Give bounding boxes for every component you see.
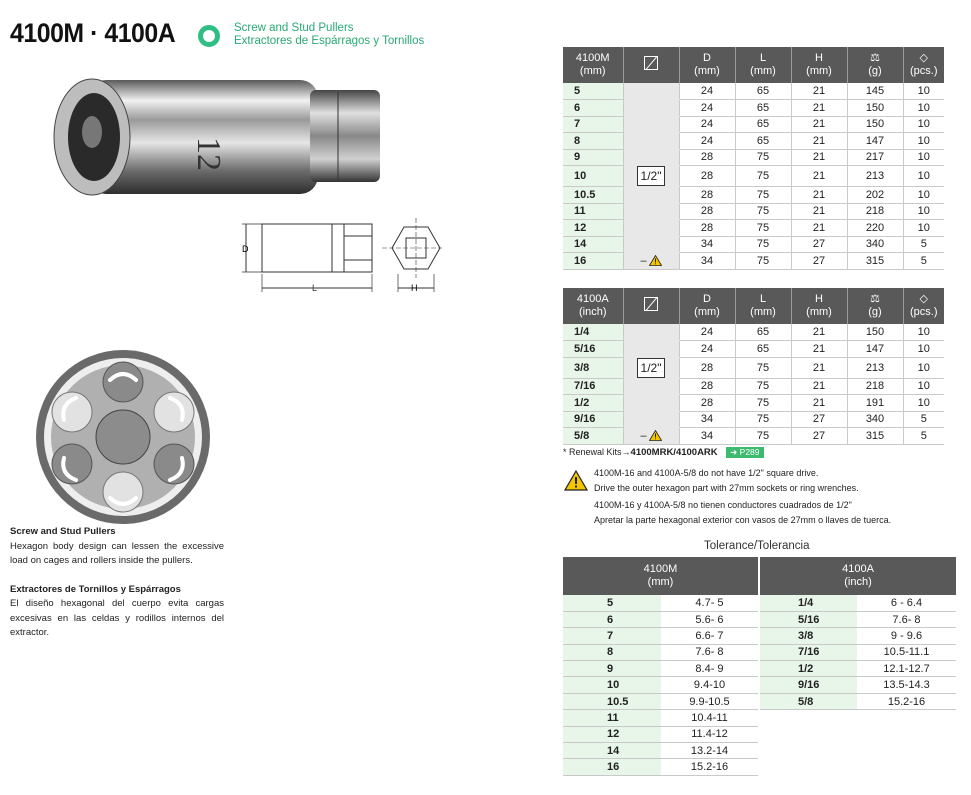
tol-m-size: 16	[563, 759, 661, 775]
spec-table-4100m	[563, 47, 944, 270]
tolerance-row	[563, 595, 956, 611]
warning-es-1: 4100M-16 y 4100A-5/8 no tienen conductores cuadrados de 1/2"	[594, 500, 852, 510]
tol-m-size: 10.5	[563, 693, 661, 709]
table-row	[563, 411, 944, 428]
cell-d: 28	[679, 378, 735, 395]
header-d-line: (mm)	[694, 65, 720, 77]
cell-pack: 10	[903, 100, 944, 117]
tolerance-header-a-line: 4100A	[842, 563, 874, 575]
table-row	[563, 341, 944, 358]
header-size-line: (mm)	[579, 65, 606, 77]
cell-h: 21	[791, 203, 847, 220]
header-l	[735, 288, 791, 324]
cell-weight: 150	[847, 324, 903, 341]
cell-drive	[623, 395, 679, 412]
tolerance-row	[563, 677, 956, 693]
table-row	[563, 149, 944, 166]
no-drive-dash: –	[640, 429, 647, 442]
tol-m-size: 6	[563, 611, 661, 627]
header-weight-unit: (g)	[868, 65, 882, 77]
warning-en	[594, 466, 859, 496]
cell-pack: 10	[903, 324, 944, 341]
warning-es-2: Apretar la parte hexagonal exterior con vasos de 27mm o llaves de tuerca.	[594, 515, 892, 525]
warning-mini-icon	[649, 430, 662, 441]
tolerance-row	[563, 644, 956, 660]
tolerance-header-m	[563, 557, 759, 595]
tol-a-range: 13.5-14.3	[857, 677, 956, 693]
tol-m-size: 5	[563, 595, 661, 611]
header-size-line: 4100M	[575, 52, 610, 64]
cell-weight: 191	[847, 395, 903, 412]
page-ref-link[interactable]: ➜ P289	[726, 447, 763, 458]
drive-size-box: 1/2"	[637, 166, 666, 186]
tol-m-size: 11	[563, 710, 661, 726]
cell-size: 7	[563, 116, 623, 133]
tolerance-row	[563, 759, 956, 775]
cell-size: 1/2	[563, 395, 623, 412]
desc-en-title: Screw and Stud Pullers	[10, 526, 116, 537]
cell-pack: 5	[903, 428, 944, 445]
cell-drive	[623, 411, 679, 428]
table-row	[563, 166, 944, 187]
cell-h: 21	[791, 187, 847, 204]
cell-d: 28	[679, 187, 735, 204]
dim-d-label: D	[242, 244, 249, 254]
header-size-line: 4100A	[576, 293, 609, 305]
cell-weight: 315	[847, 253, 903, 270]
cell-weight: 150	[847, 100, 903, 117]
cell-size: 11	[563, 203, 623, 220]
table-row	[563, 83, 944, 100]
table-header-row	[563, 47, 944, 83]
cell-drive	[623, 428, 679, 445]
tolerance-header-m-line: 4100M	[643, 563, 678, 575]
tol-m-range: 15.2-16	[661, 759, 759, 775]
tolerance-header-a-line: (inch)	[844, 576, 872, 588]
header-d	[679, 288, 735, 324]
cell-size: 10.5	[563, 187, 623, 204]
tol-empty	[759, 743, 857, 759]
page-ref-label: P289	[739, 447, 760, 457]
header-d-line: D	[703, 293, 711, 305]
no-drive-dash: –	[640, 254, 647, 267]
cell-l: 75	[735, 187, 791, 204]
header-l-line: (mm)	[750, 65, 776, 77]
category-ring-icon	[198, 25, 220, 47]
cell-weight: 218	[847, 378, 903, 395]
cell-pack: 5	[903, 411, 944, 428]
cell-size: 8	[563, 133, 623, 150]
cell-drive	[623, 133, 679, 150]
cell-d: 34	[679, 253, 735, 270]
cell-h: 21	[791, 166, 847, 187]
table-row	[563, 187, 944, 204]
desc-es-text: El diseño hexagonal del cuerpo evita cargas excesivas en las celdas y rodillos internos del extractor.	[10, 598, 224, 638]
cell-drive	[623, 83, 679, 100]
tolerance-row	[563, 743, 956, 759]
tol-m-range: 8.4- 9	[661, 661, 759, 677]
tol-a-range: 12.1-12.7	[857, 661, 956, 677]
cell-drive	[623, 100, 679, 117]
renewal-kits-note	[563, 447, 764, 458]
cell-h: 21	[791, 395, 847, 412]
weight-icon: ⚖	[870, 52, 880, 64]
table-row	[563, 428, 944, 445]
cell-l: 75	[735, 236, 791, 253]
drive-size-box: 1/2"	[637, 358, 666, 378]
tolerance-title: Tolerance/Tolerancia	[704, 540, 810, 552]
cell-l: 75	[735, 203, 791, 220]
cell-l: 65	[735, 341, 791, 358]
cell-h: 21	[791, 324, 847, 341]
cell-weight: 147	[847, 133, 903, 150]
cell-weight: 220	[847, 220, 903, 237]
tol-m-range: 10.4-11	[661, 710, 759, 726]
cell-size: 14	[563, 236, 623, 253]
cell-l: 75	[735, 357, 791, 378]
cell-h: 21	[791, 341, 847, 358]
cell-drive	[623, 166, 679, 187]
cell-d: 34	[679, 411, 735, 428]
description-block	[10, 525, 224, 641]
pack-icon: ◇	[919, 293, 928, 305]
table-header-row	[563, 288, 944, 324]
cell-weight: 315	[847, 428, 903, 445]
cell-drive	[623, 357, 679, 378]
desc-en-text: Hexagon body design can lessen the excessive load on cages and rollers inside the pullers.	[10, 540, 224, 566]
cell-l: 75	[735, 428, 791, 445]
cell-d: 24	[679, 116, 735, 133]
spec-table-4100a	[563, 288, 944, 445]
header-size-line: (inch)	[578, 306, 607, 318]
cell-pack: 10	[903, 395, 944, 412]
tol-m-range: 7.6- 8	[661, 644, 759, 660]
header-h-line: H	[815, 293, 823, 305]
header-pack	[903, 47, 944, 83]
cell-h: 21	[791, 133, 847, 150]
cell-weight: 147	[847, 341, 903, 358]
cell-weight: 218	[847, 203, 903, 220]
dimension-drawing	[232, 210, 442, 295]
cell-h: 27	[791, 253, 847, 270]
tol-a-size: 3/8	[759, 628, 857, 644]
cell-drive	[623, 324, 679, 341]
header-l	[735, 47, 791, 83]
header-d	[679, 47, 735, 83]
cell-pack: 10	[903, 116, 944, 133]
cell-l: 65	[735, 133, 791, 150]
table-row	[563, 236, 944, 253]
header-h-line: (mm)	[806, 306, 832, 318]
tolerance-row	[563, 693, 956, 709]
cell-size: 5/16	[563, 341, 623, 358]
cell-d: 24	[679, 341, 735, 358]
cell-d: 24	[679, 324, 735, 341]
header-h-line: H	[815, 52, 823, 64]
square-drive-icon	[644, 56, 658, 70]
tolerance-header-row	[563, 557, 956, 595]
renew-kits: 4100MRK/4100ARK	[630, 447, 718, 458]
tol-a-range: 9 - 9.6	[857, 628, 956, 644]
dim-h-label: H	[411, 283, 418, 293]
cell-l: 75	[735, 220, 791, 237]
cell-l: 75	[735, 395, 791, 412]
cell-size: 6	[563, 100, 623, 117]
tol-a-size: 1/2	[759, 661, 857, 677]
cell-drive	[623, 378, 679, 395]
table-row	[563, 220, 944, 237]
warning-icon	[564, 470, 588, 491]
cell-pack: 5	[903, 253, 944, 270]
header-size	[563, 288, 623, 324]
cell-size: 9/16	[563, 411, 623, 428]
tol-a-size: 5/8	[759, 693, 857, 709]
header-size	[563, 47, 623, 83]
tol-m-range: 13.2-14	[661, 743, 759, 759]
cell-d: 34	[679, 428, 735, 445]
tolerance-row	[563, 661, 956, 677]
cell-weight: 340	[847, 411, 903, 428]
subtitle	[234, 22, 424, 48]
header-h-line: (mm)	[806, 65, 832, 77]
header-weight	[847, 47, 903, 83]
tol-m-size: 7	[563, 628, 661, 644]
cell-weight: 145	[847, 83, 903, 100]
dim-l-label: L	[312, 283, 318, 293]
cell-drive	[623, 236, 679, 253]
tol-m-range: 4.7- 5	[661, 595, 759, 611]
tol-m-size: 12	[563, 726, 661, 742]
cell-weight: 202	[847, 187, 903, 204]
tol-a-size: 7/16	[759, 644, 857, 660]
cell-size: 5	[563, 83, 623, 100]
cell-pack: 10	[903, 203, 944, 220]
tol-a-range: 7.6- 8	[857, 611, 956, 627]
cell-pack: 10	[903, 149, 944, 166]
table-row	[563, 395, 944, 412]
subtitle-es: Extractores de Espárragos y Tornillos	[234, 35, 425, 47]
cell-l: 75	[735, 149, 791, 166]
cell-l: 75	[735, 253, 791, 270]
tol-empty	[857, 759, 956, 775]
cell-size: 3/8	[563, 357, 623, 378]
header-weight-unit: (g)	[868, 306, 882, 318]
cell-pack: 10	[903, 83, 944, 100]
pack-icon: ◇	[919, 52, 928, 64]
desc-es-title: Extractores de Tornillos y Espárragos	[10, 583, 181, 595]
header-weight	[847, 288, 903, 324]
tolerance-header-m-line: (mm)	[647, 576, 674, 588]
cell-h: 21	[791, 83, 847, 100]
cell-pack: 10	[903, 378, 944, 395]
cell-size: 9	[563, 149, 623, 166]
page-title: 4100M · 4100A	[10, 18, 176, 48]
table-row	[563, 378, 944, 395]
cell-pack: 10	[903, 220, 944, 237]
cell-pack: 5	[903, 236, 944, 253]
cell-weight: 340	[847, 236, 903, 253]
table-row	[563, 116, 944, 133]
weight-icon: ⚖	[870, 293, 880, 305]
tol-empty	[857, 726, 956, 742]
warning-es	[594, 498, 891, 528]
header-pack-unit: (pcs.)	[910, 65, 938, 77]
table-row	[563, 203, 944, 220]
cell-h: 21	[791, 116, 847, 133]
header-h	[791, 47, 847, 83]
tolerance-row	[563, 726, 956, 742]
cell-drive	[623, 116, 679, 133]
cell-drive	[623, 341, 679, 358]
header-l-line: (mm)	[750, 306, 776, 318]
tol-m-size: 10	[563, 677, 661, 693]
tolerance-row	[563, 710, 956, 726]
product-photo	[48, 72, 388, 212]
cell-pack: 10	[903, 187, 944, 204]
cell-size: 16	[563, 253, 623, 270]
cell-l: 75	[735, 411, 791, 428]
cell-drive	[623, 149, 679, 166]
cell-d: 28	[679, 149, 735, 166]
cell-size: 12	[563, 220, 623, 237]
cell-drive	[623, 203, 679, 220]
header-drive	[623, 47, 679, 83]
cell-l: 75	[735, 378, 791, 395]
cell-h: 21	[791, 357, 847, 378]
cell-h: 21	[791, 149, 847, 166]
subtitle-en: Screw and Stud Pullers	[234, 22, 354, 34]
cell-l: 65	[735, 324, 791, 341]
tol-empty	[759, 726, 857, 742]
cell-h: 21	[791, 220, 847, 237]
cell-d: 28	[679, 395, 735, 412]
cell-h: 27	[791, 236, 847, 253]
tol-m-range: 9.9-10.5	[661, 693, 759, 709]
cell-drive	[623, 220, 679, 237]
tol-m-range: 11.4-12	[661, 726, 759, 742]
cell-weight: 217	[847, 149, 903, 166]
tolerance-row	[563, 611, 956, 627]
tol-empty	[759, 759, 857, 775]
roller-cross-section	[32, 346, 214, 528]
header-l-line: L	[759, 293, 767, 305]
cell-size: 10	[563, 166, 623, 187]
header-pack	[903, 288, 944, 324]
tol-a-size: 9/16	[759, 677, 857, 693]
cell-weight: 213	[847, 166, 903, 187]
tol-empty	[857, 743, 956, 759]
cell-size: 7/16	[563, 378, 623, 395]
cell-l: 75	[735, 166, 791, 187]
cell-h: 21	[791, 378, 847, 395]
cell-size: 1/4	[563, 324, 623, 341]
cell-pack: 10	[903, 357, 944, 378]
tolerance-table	[563, 557, 956, 776]
header-drive	[623, 288, 679, 324]
warning-en-2: Drive the outer hexagon part with 27mm sockets or ring wrenches.	[594, 483, 859, 493]
table-row	[563, 253, 944, 270]
tol-m-size: 9	[563, 661, 661, 677]
table-row	[563, 324, 944, 341]
header-d-line: D	[703, 52, 711, 64]
cell-d: 24	[679, 83, 735, 100]
tol-a-size: 1/4	[759, 595, 857, 611]
tol-m-size: 8	[563, 644, 661, 660]
cell-l: 65	[735, 116, 791, 133]
cell-d: 28	[679, 357, 735, 378]
cell-drive	[623, 187, 679, 204]
tol-m-range: 9.4-10	[661, 677, 759, 693]
cell-weight: 150	[847, 116, 903, 133]
renew-prefix: * Renewal Kits	[563, 447, 622, 457]
cell-h: 21	[791, 100, 847, 117]
square-drive-icon	[644, 297, 658, 311]
tol-m-range: 6.6- 7	[661, 628, 759, 644]
tol-empty	[759, 710, 857, 726]
cell-d: 28	[679, 220, 735, 237]
cell-pack: 10	[903, 341, 944, 358]
cell-drive	[623, 253, 679, 270]
cell-d: 34	[679, 236, 735, 253]
svg-text:12: 12	[190, 137, 227, 171]
tolerance-header-a	[759, 557, 956, 595]
tol-empty	[857, 710, 956, 726]
tol-m-size: 14	[563, 743, 661, 759]
tol-a-size: 5/16	[759, 611, 857, 627]
header-d-line: (mm)	[694, 306, 720, 318]
warning-en-1: 4100M-16 and 4100A-5/8 do not have 1/2" square drive.	[594, 468, 819, 478]
table-row	[563, 133, 944, 150]
cell-d: 28	[679, 166, 735, 187]
tol-a-range: 15.2-16	[857, 693, 956, 709]
renew-arrow: →	[621, 447, 631, 457]
cell-h: 27	[791, 428, 847, 445]
cell-d: 24	[679, 133, 735, 150]
cell-h: 27	[791, 411, 847, 428]
warning-mini-icon	[649, 255, 662, 266]
tol-a-range: 10.5-11.1	[857, 644, 956, 660]
cell-d: 24	[679, 100, 735, 117]
table-row	[563, 100, 944, 117]
header-pack-unit: (pcs.)	[910, 306, 938, 318]
cell-pack: 10	[903, 133, 944, 150]
table-row	[563, 357, 944, 378]
cell-size: 5/8	[563, 428, 623, 445]
cell-l: 65	[735, 100, 791, 117]
tol-m-range: 5.6- 6	[661, 611, 759, 627]
cell-weight: 213	[847, 357, 903, 378]
tol-a-range: 6 - 6.4	[857, 595, 956, 611]
tolerance-row	[563, 628, 956, 644]
header-l-line: L	[759, 52, 767, 64]
cell-l: 65	[735, 83, 791, 100]
header-h	[791, 288, 847, 324]
cell-pack: 10	[903, 166, 944, 187]
cell-d: 28	[679, 203, 735, 220]
